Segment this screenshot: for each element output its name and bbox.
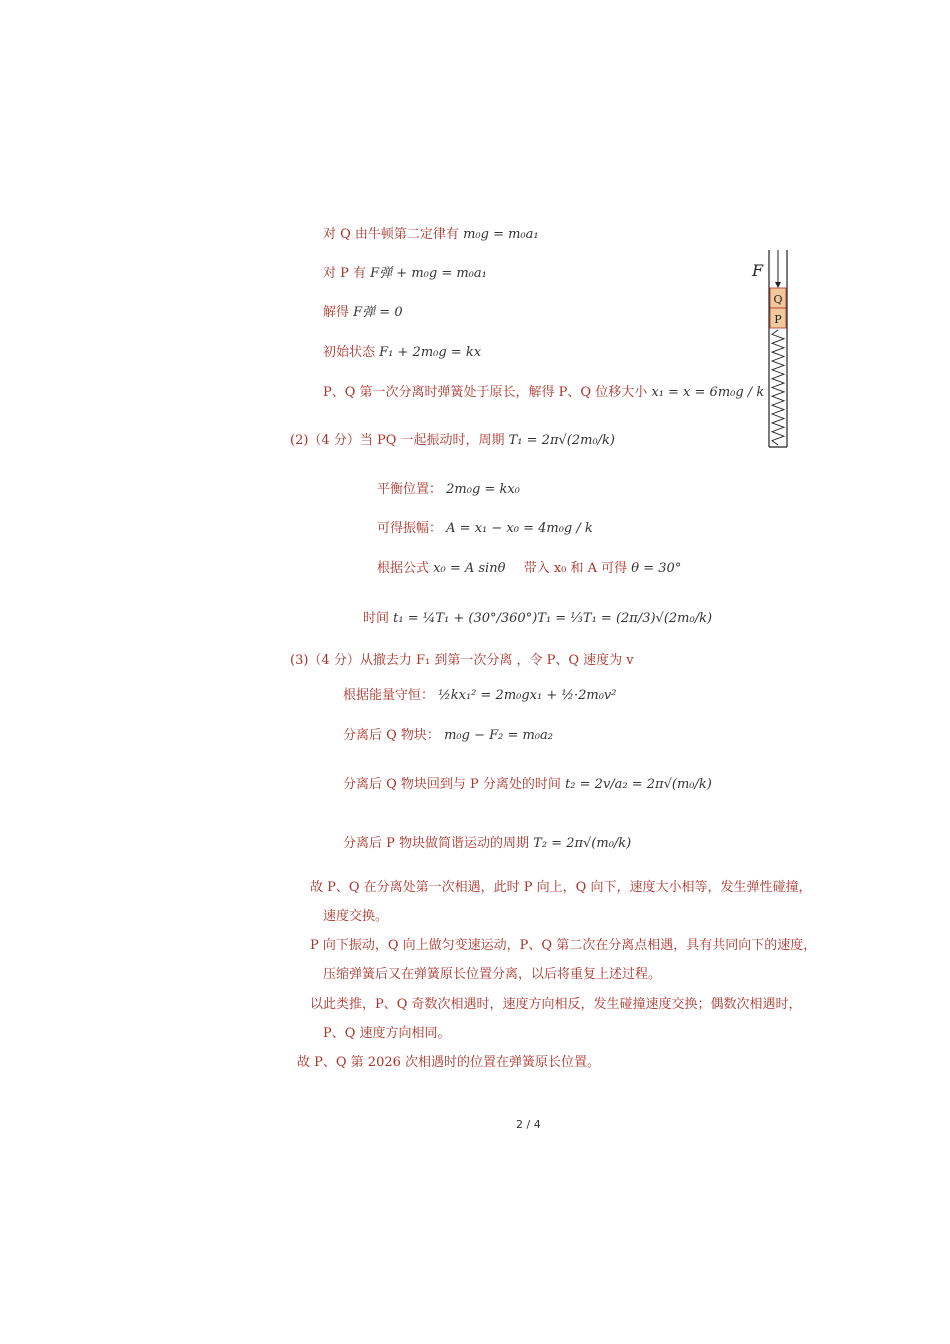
force-arrow-head — [775, 282, 781, 288]
formula: t₂ = 2v/a₂ = 2π√(m₀/k) — [565, 777, 712, 792]
formula: T₂ = 2π√(m₀/k) — [533, 836, 632, 851]
formula: F弹 + m₀g = m₀a₁ — [370, 266, 487, 281]
text-line-q-newton — [323, 226, 539, 244]
text-line-equilibrium — [377, 481, 520, 499]
formula: T₁ = 2π√(2m₀/k) — [508, 433, 615, 448]
force-label: F — [752, 261, 764, 280]
text-line-para3-b: P、Q 速度方向相同。 — [323, 1026, 451, 1041]
formula: m₀g = m₀a₁ — [463, 227, 539, 242]
block-p-label: P — [774, 313, 782, 326]
line-text: P、Q 第一次分离时弹簧处于原长，解得 P、Q 位移大小 — [323, 385, 648, 400]
block-q-label: Q — [773, 293, 783, 306]
formula: F弹 = 0 — [353, 305, 403, 320]
line-text: 对 P 有 — [323, 266, 367, 281]
formula-2: θ = 30° — [631, 561, 682, 576]
line-text: 可得振幅： — [377, 521, 443, 536]
line-text: 分离后 Q 物块回到与 P 分离处的时间 — [343, 777, 561, 792]
text-line-para3-a: 以此类推，P、Q 奇数次相遇时，速度方向相反，发生碰撞速度交换；偶数次相遇时， — [310, 997, 802, 1012]
text-line-para2-a: P 向下振动，Q 向上做匀变速运动，P、Q 第二次在分离点相遇，具有共同向下的速度， — [310, 938, 817, 953]
text-line-solve-spring — [323, 304, 403, 322]
formula: F₁ + 2m₀g = kx — [379, 345, 482, 360]
formula: x₁ = x = 6m₀g / k — [651, 385, 765, 400]
text-line-q-return-time — [343, 776, 712, 794]
formula: m₀g − F₂ = m₀a₂ — [444, 728, 553, 743]
formula: 2m₀g = kx₀ — [446, 482, 520, 497]
text-line-part2-period — [290, 432, 615, 450]
line-text: 根据公式 — [377, 561, 430, 576]
formula: x₀ = A sinθ — [433, 561, 506, 576]
text-line-first-separation — [323, 384, 764, 402]
text-line-q-after — [343, 727, 553, 745]
text-line-para2-b: 压缩弹簧后又在弹簧原长位置分离，以后将重复上述过程。 — [323, 967, 662, 982]
text-line-p-force — [323, 265, 487, 283]
line-text: 分离后 P 物块做简谐运动的周期 — [343, 836, 530, 851]
line-text: 初始状态 — [323, 345, 376, 360]
text-line-amplitude — [377, 520, 593, 538]
formula: t₁ = ¼T₁ + (30°/360°)T₁ = ⅓T₁ = (2π/3)√(2m₀/k) — [393, 611, 713, 626]
line-text: 根据能量守恒： — [343, 688, 435, 703]
line-text: (3)（4 分）从撤去力 F₁ 到第一次分离 ，令 P、Q 速度为 v — [290, 653, 634, 668]
spring-tube-figure — [748, 240, 828, 455]
line-text: 平衡位置： — [377, 482, 443, 497]
line-text-2: 带入 x₀ 和 A 可得 — [523, 561, 628, 576]
spring — [772, 330, 784, 445]
text-line-p-period — [343, 835, 631, 853]
text-line-angle — [377, 560, 681, 578]
line-text: 时间 — [363, 611, 390, 626]
text-line-part3-heading — [290, 652, 634, 670]
text-line-para1-a: 故 P、Q 在分离处第一次相遇，此时 P 向上，Q 向下，速度大小相等，发生弹性碰撞， — [310, 880, 812, 895]
text-line-time-t1 — [363, 610, 712, 628]
text-line-energy — [343, 687, 616, 705]
text-line-initial-state — [323, 344, 481, 362]
text-line-para1-b: 速度交换。 — [323, 909, 389, 924]
line-text: 分离后 Q 物块： — [343, 728, 440, 743]
formula: A = x₁ − x₀ = 4m₀g / k — [446, 521, 593, 536]
line-text: (2)（4 分）当 PQ 一起振动时，周期 — [290, 433, 505, 448]
text-line-conclusion: 故 P、Q 第 2026 次相遇时的位置在弹簧原长位置。 — [297, 1055, 601, 1070]
formula: ½kx₁² = 2m₀gx₁ + ½·2m₀v² — [438, 688, 617, 703]
line-text: 解得 — [323, 305, 350, 320]
line-text: 对 Q 由牛顿第二定律有 — [323, 227, 459, 242]
page-number: 2 / 4 — [516, 1118, 541, 1131]
